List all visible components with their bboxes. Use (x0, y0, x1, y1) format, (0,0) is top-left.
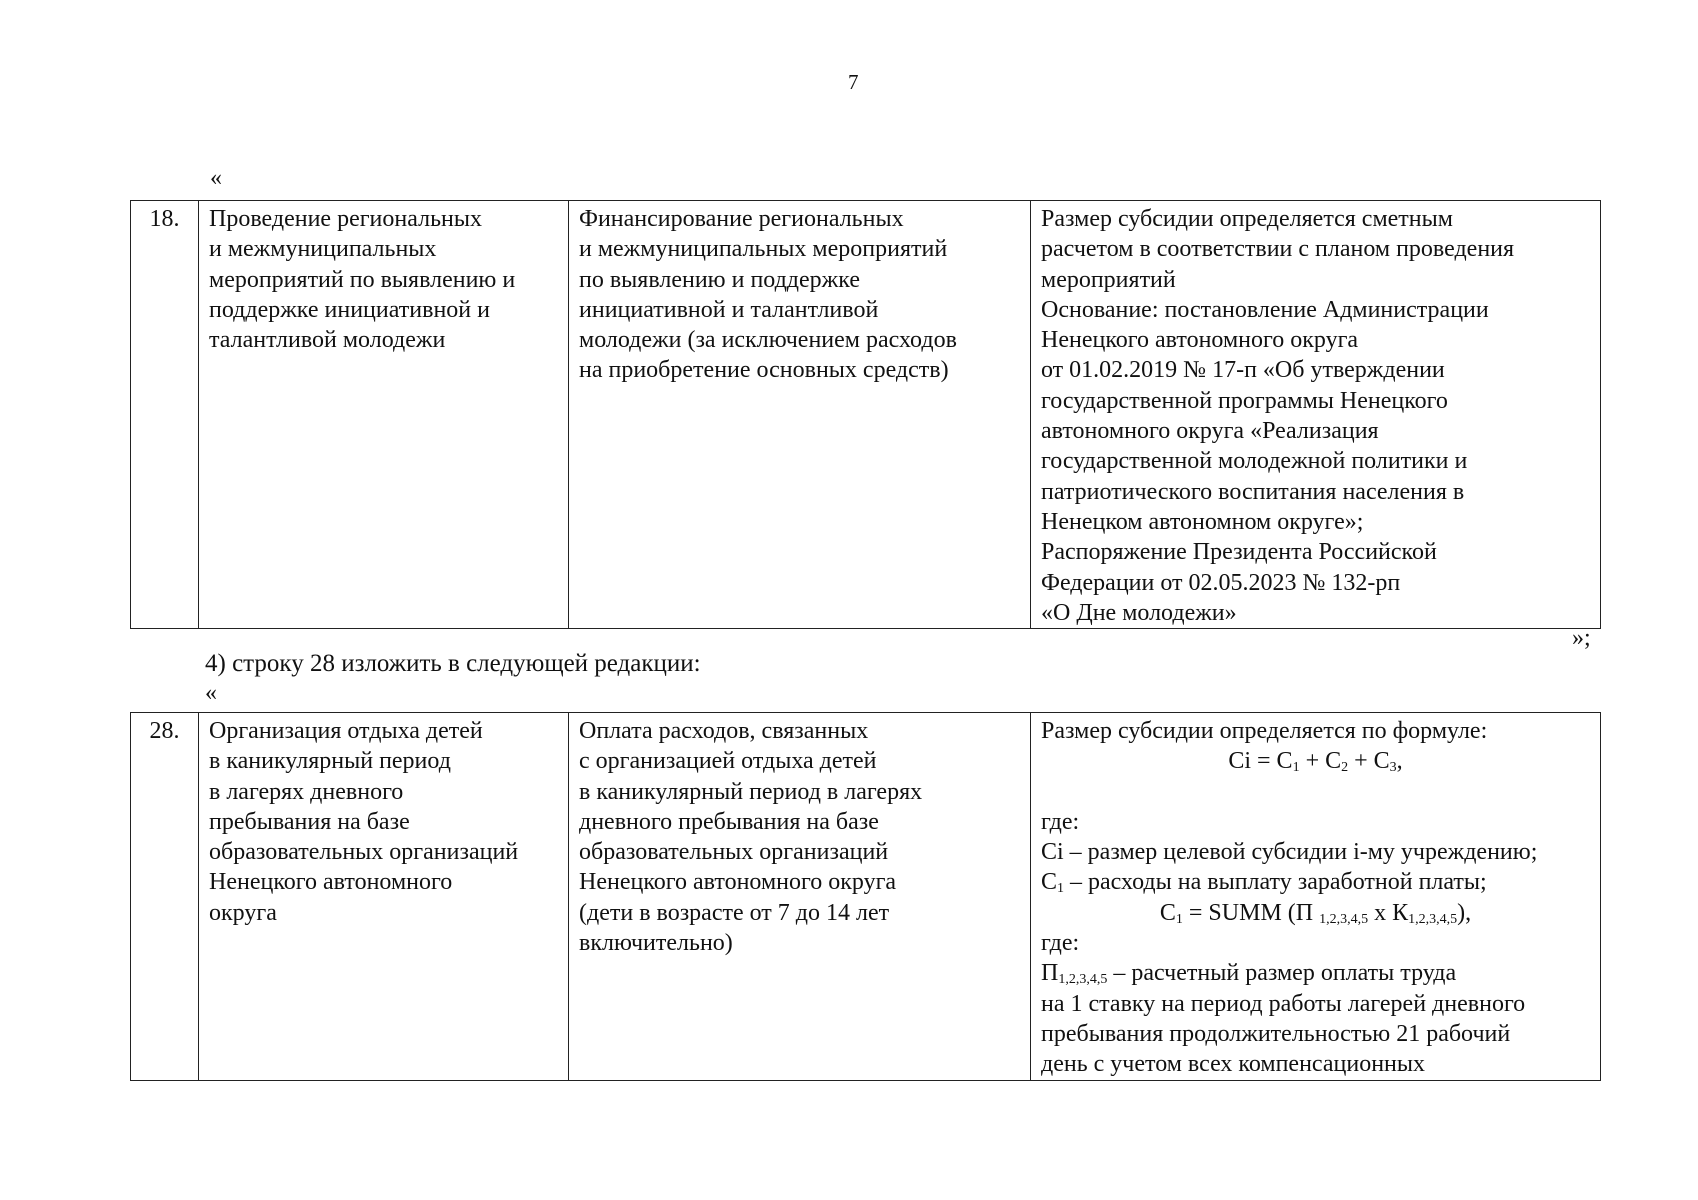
text-line: по выявлению и поддержке (579, 266, 860, 293)
text-line: Размер субсидии определяется сметным (1041, 206, 1453, 232)
text-line: и межмуниципальных мероприятий (579, 236, 948, 263)
text-line: Ненецком автономном округе»; (1041, 508, 1364, 535)
text-line: патриотического воспитания населения в (1041, 478, 1465, 505)
page-number: 7 (848, 70, 859, 94)
measure-name-cell (199, 713, 569, 1081)
purpose-cell (569, 201, 1031, 629)
text-line: поддержке инициативной и (209, 296, 490, 323)
text-line: в каникулярный период в лагерях (579, 778, 923, 805)
text-line: день с учетом всех компенсационных (1041, 1051, 1426, 1078)
text-line: где: (1041, 930, 1080, 957)
text-line: государственной молодежной политики и (1041, 448, 1468, 475)
text-line: Федерации от 02.05.2023 № 132-рп (1041, 569, 1401, 596)
opening-quote-mark: « (210, 165, 222, 191)
row-number: 18. (131, 201, 199, 629)
closing-quote-mark: »; (1572, 625, 1591, 651)
text-line: округа (209, 899, 277, 926)
text-line: Основание: постановление Администрации (1041, 296, 1489, 323)
text-line: Проведение региональных (209, 206, 482, 232)
text-line: Оплата расходов, связанных (579, 718, 869, 744)
text-line: пребывания продолжительностью 21 рабочий (1041, 1020, 1511, 1047)
text-line: государственной программы Ненецкого (1041, 387, 1448, 414)
text-line: с организацией отдыха детей (579, 748, 877, 775)
subsidy-formula: $Ci = C_1 + C_2 + C_3$, (1228, 748, 1403, 776)
text-line: талантливой молодежи (209, 327, 446, 354)
table-row-18 (130, 200, 1601, 629)
definition-line: $C_1$ – расходы на выплату заработной платы; (1041, 869, 1487, 897)
text-line: мероприятий по выявлению и (209, 266, 516, 293)
text-line: (дети в возрасте от 7 до 14 лет (579, 899, 890, 926)
measure-name-cell (199, 201, 569, 629)
text-line: Размер субсидии определяется по формуле: (1041, 718, 1488, 744)
text-line: и межмуниципальных (209, 236, 437, 263)
text-line: молодежи (за исключением расходов (579, 327, 957, 354)
text-line: Ненецкого автономного (209, 869, 453, 896)
text-line: Ненецкого автономного округа (1041, 327, 1359, 354)
subsidy-basis-cell (1031, 201, 1601, 629)
text-line: образовательных организаций (579, 839, 889, 866)
text-line: Финансирование региональных (579, 206, 904, 232)
text-line: где: (1041, 808, 1080, 835)
text-line: расчетом в соответствии с планом проведения (1041, 236, 1515, 263)
text-line: Организация отдыха детей (209, 718, 483, 744)
text-line: дневного пребывания на базе (579, 808, 879, 835)
text-line: на приобретение основных средств) (579, 357, 949, 384)
text-line: автономного округа «Реализация (1041, 418, 1379, 445)
amendment-instruction: 4) строку 28 изложить в следующей редакции: (205, 650, 701, 677)
blank-line (1041, 777, 1590, 807)
purpose-cell (569, 713, 1031, 1081)
text-line: в лагерях дневного (209, 778, 404, 805)
salary-formula: $C_1$ = SUMM (П $_{1,2,3,4,5}$ х $К_{1,2,3,4,5}$), (1159, 899, 1472, 927)
text-line: Ненецкого автономного округа (579, 869, 897, 896)
text-line: пребывания на базе (209, 808, 410, 835)
text-line: включительно) (579, 930, 733, 957)
text-line: Распоряжение Президента Российской (1041, 539, 1437, 566)
text-line: «О Дне молодежи» (1041, 599, 1237, 626)
row-number: 28. (131, 713, 199, 1081)
table-row-28 (130, 712, 1601, 1081)
opening-quote-mark: « (205, 680, 217, 706)
definition-line: Ci – размер целевой субсидии i-му учреждению; (1041, 839, 1538, 866)
text-line: в каникулярный период (209, 748, 451, 775)
text-line: мероприятий (1041, 266, 1176, 293)
subsidy-basis-cell (1031, 713, 1601, 1081)
text-line: образовательных организаций (209, 839, 519, 866)
text-line: на 1 ставку на период работы лагерей дневного (1041, 990, 1526, 1017)
text-line: инициативной и талантливой (579, 296, 879, 323)
text-line: от 01.02.2019 № 17-п «Об утверждении (1041, 357, 1445, 384)
definition-line: $П_{1,2,3,4,5}$ – расчетный размер оплаты труда (1041, 960, 1457, 988)
